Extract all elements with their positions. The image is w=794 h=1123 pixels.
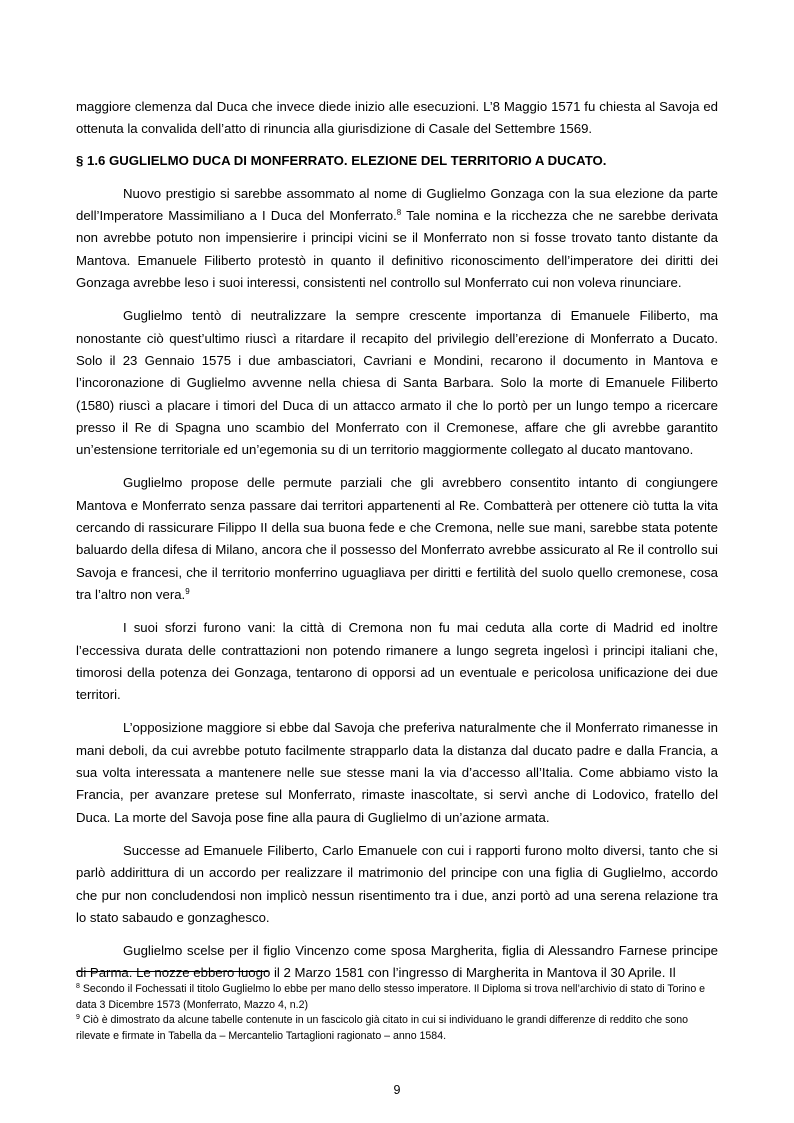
footnote-ref-9[interactable]: 9 (185, 586, 190, 596)
paragraph-2: Guglielmo tentò di neutralizzare la sempre crescente importanza di Emanuele Filiberto, ma nonostante ciò quest’ultimo riuscì a ritardare il recapito del privilegio dell’erezione di Monferrato a Ducato. Solo il 23 Gennaio 1575 i due ambasciatori, Cavriani e Mondini, recarono il documento in Mantova e l’incoronazione di Guglielmo avvenne nella chiesa di Santa Barbara. Solo la morte di Emanuele Filiberto (1580) riuscì a placare i timori del Duca di un attacco armato il che lo portò per un lungo tempo a ricercare presso il Re di Spagna uno scambio del Monferrato con il Cremonese, affare che gli avrebbe garantito un’estensione territoriale ed un’egemonia su di un territorio maggiormente collegato al ducato mantovano. (76, 308, 718, 458)
paragraph-5: L’opposizione maggiore si ebbe dal Savoja che preferiva naturalmente che il Monferrato rimanesse in mani deboli, da cui avrebbe potuto facilmente strapparlo data la distanza dal ducato padre e dalla Francia, a sua volta interessata a mantenere nelle sue stesse mani la via d’accesso all’Italia. Come abbiamo visto la Francia, per avanzare pretese sul Monferrato, rimaste inascoltate, si servì anche di Lodovico, fratello del Duca. La morte del Savoja pose fine alla paura di Guglielmo di un’azione armata. (76, 720, 718, 825)
paragraph-3-text: Guglielmo propose delle permute parziali che gli avrebbero consentito intanto di congiungere Mantova e Monferrato senza passare dai territori appartenenti al Re. Combatterà per ottenere ciò tutta la vita cercando di rassicurare Filippo II della sua buona fede e che Cremona, nelle sue mani, sarebbe stata potente baluardo della difesa di Milano, ancora che il possesso del Monferrato avrebbe assicurato al Re il controllo sui Savoja e francesi, che il territorio monferrino uguagliava per diritti e fertilità del suolo quello cremonese, cosa tra l’altro non vera. (76, 475, 718, 602)
paragraph-4: I suoi sforzi furono vani: la città di Cremona non fu mai ceduta alla corte di Madrid ed inoltre l’eccessiva durata delle contrattazioni non potendo rimanere a lungo segreta ingelosì i principi italiani che, timorosi della potenza dei Gonzaga, tentarono di opporsi ad un eventuale e pericolosa unificazione dei due territori. (76, 620, 718, 703)
footnote-text: Secondo il Fochessati il titolo Guglielmo lo ebbe per mano dello stesso imperatore. Il Diploma si trova nell’archivio di stato di Torino e data 3 Dicembre 1573 (Monferrato, Mazzo 4, n.2) (76, 983, 706, 1011)
page-body (76, 96, 718, 996)
footnote-ref-8[interactable]: 8 (396, 208, 402, 218)
paragraph-6: Successe ad Emanuele Filiberto, Carlo Emanuele con cui i rapporti furono molto diversi, tanto che si parlò addirittura di un accordo per realizzare il matrimonio del principe con una figlia di Guglielmo, accordo che pur non concludendosi non implicò nessun risentimento tra i due, anzi portò ad una serena relazione tra lo stato sabaudo e gonzaghesco. (76, 842, 718, 925)
footnote-text: Ciò è dimostrato da alcune tabelle contenute in un fascicolo già citato in cui si individuano le grandi differenze di reddito che sono rilevate e firmate in Tabella da – Mercantelio Tartaglioni ragionato – anno 1584. (76, 1014, 689, 1042)
footnote-8 (76, 982, 718, 1013)
paragraph-1-text-a: Nuovo prestigio si sarebbe assommato al nome di Guglielmo Gonzaga con la sua elezione da parte dell’Imperatore Massimiliano a I Duca del Monferrato. (76, 185, 718, 224)
footnote-number: 8 (76, 983, 80, 990)
footnote-separator (76, 971, 268, 972)
paragraph-continued: maggiore clemenza dal Duca che invece diede inizio alle esecuzioni. L’8 Maggio 1571 fu chiesta al Savoja ed ottenuta la convalida dell’atto di rinuncia alla giurisdizione di Casale del Settembre 1569. (76, 99, 718, 137)
page-number: 9 (393, 1083, 401, 1097)
paragraph-1-text-b: Tale nomina e la ricchezza che ne sarebbe derivata non avrebbe potuto non impensierire i principi vicini se il Monferrato non si fosse trovato tanto distante da Mantova. Emanuele Filiberto protestò in quanto il definitivo riconoscimento dell’imperatore dei diritti dei Gonzaga avrebbe leso i suoi interessi, consistenti nel controllo sul Monferrato cui non voleva rinunciare. (76, 208, 718, 291)
footnote-9 (76, 1013, 718, 1044)
paragraph-7: Guglielmo scelse per il figlio Vincenzo come sposa Margherita, figlia di Alessandro Farnese principe di Parma. Le nozze ebbero luogo il 2 Marzo 1581 con l’ingresso di Margherita in Mantova il 30 Aprile. Il (76, 943, 718, 981)
footnotes (76, 982, 718, 1044)
section-heading: § 1.6 GUGLIELMO DUCA DI MONFERRATO. ELEZIONE DEL TERRITORIO A DUCATO. (76, 152, 607, 168)
footnote-number: 9 (76, 1014, 80, 1021)
paragraph-1 (76, 183, 718, 294)
paragraph-3 (76, 472, 718, 606)
